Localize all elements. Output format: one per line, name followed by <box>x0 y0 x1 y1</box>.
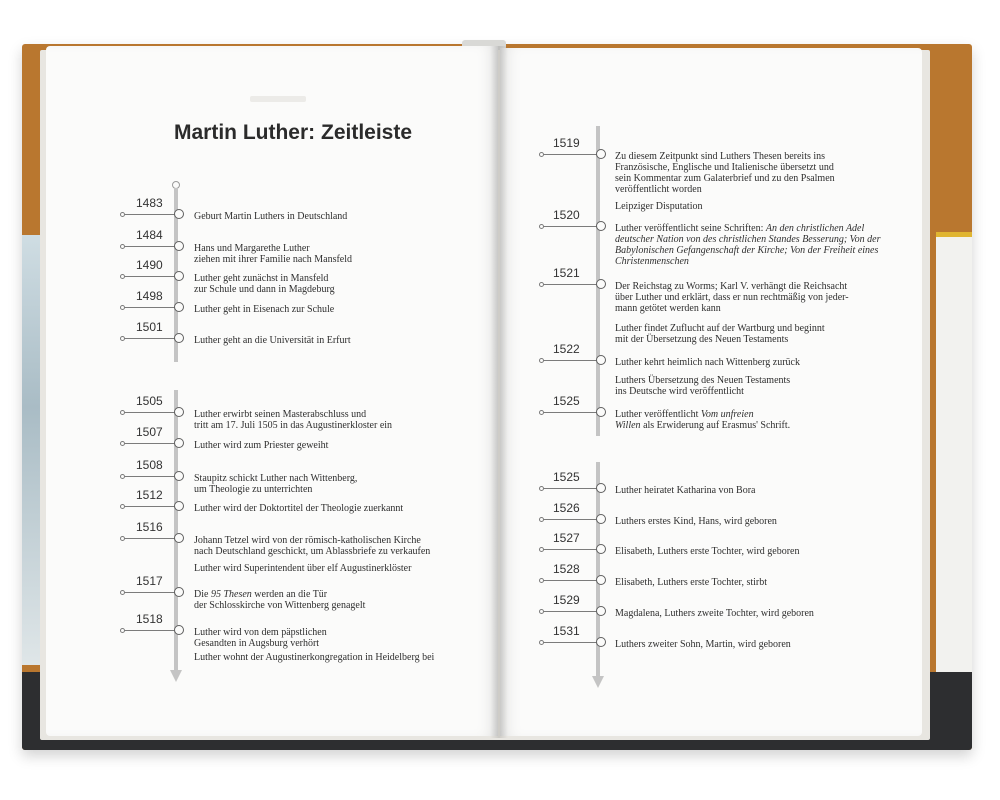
event-description: Elisabeth, Luthers erste Tochter, stirbt <box>615 577 768 588</box>
event-year: 1516 <box>136 520 163 534</box>
event-year: 1531 <box>553 624 580 638</box>
event-text: Die <box>194 589 211 600</box>
year-connector <box>124 246 178 247</box>
event-year: 1529 <box>553 593 580 607</box>
timeline-node <box>174 271 184 281</box>
timeline-node <box>596 279 606 289</box>
event-description: Hans und Margarethe Luther ziehen mit ihrer Familie nach Mansfeld <box>194 243 353 265</box>
year-connector <box>543 488 600 489</box>
timeline-node <box>174 625 184 635</box>
timeline-node <box>174 438 184 448</box>
timeline-node <box>174 533 184 543</box>
event-year: 1522 <box>553 342 580 356</box>
event-year: 1512 <box>136 488 163 502</box>
event-year: 1498 <box>136 289 163 303</box>
timeline-node <box>174 209 184 219</box>
event-italic-title: 95 Thesen <box>210 589 252 600</box>
event-italic-title: An den christlichen Adel deutscher Nation von des christlichen Standes Besserung; Von der Babylonischen Gefangenschaft der Kirche; Von der Freiheit eines Christenmenschen <box>615 223 881 267</box>
event-description: Luther wird der Doktortitel der Theologie zuerkannt <box>194 503 404 514</box>
cover-yellow-stripe <box>936 232 972 237</box>
timeline-node <box>174 471 184 481</box>
event-description: Luther geht zunächst in Mansfeld zur Schule und dann in Magdeburg <box>194 273 335 295</box>
year-connector <box>543 226 600 227</box>
timeline-node <box>174 587 184 597</box>
event-year: 1528 <box>553 562 580 576</box>
event-description: Johann Tetzel wird von der römisch-katholischen Kirche nach Deutschland geschickt, um Ablassbriefe zu verkaufen <box>194 535 431 557</box>
event-text: werden an die Tür der Schlosskirche von Wittenberg genagelt <box>194 589 366 611</box>
event-year: 1484 <box>136 228 163 242</box>
timeline-node <box>596 355 606 365</box>
timeline-node <box>596 407 606 417</box>
timeline-node <box>174 333 184 343</box>
event-description: Luther wird von dem päpstlichen Gesandten in Augsburg verhört <box>194 627 327 649</box>
year-connector <box>543 519 600 520</box>
event-description: Luther wird zum Priester geweiht <box>194 440 329 451</box>
year-connector <box>543 412 600 413</box>
event-text: als Erwiderung auf Erasmus' Schrift. <box>640 420 791 431</box>
event-year: 1527 <box>553 531 580 545</box>
year-connector <box>124 443 178 444</box>
event-description: Geburt Martin Luthers in Deutschland <box>194 211 348 222</box>
timeline-node <box>596 221 606 231</box>
timeline-node <box>174 501 184 511</box>
event-description: Luther geht an die Universität in Erfurt <box>194 335 351 346</box>
event-year: 1508 <box>136 458 163 472</box>
year-connector <box>543 360 600 361</box>
timeline-node <box>596 483 606 493</box>
timeline-node <box>174 302 184 312</box>
event-description: Luther erwirbt seinen Masterabschluss und tritt am 17. Juli 1505 in das Augustinerkloster ein <box>194 409 393 431</box>
event-description: Luther wird Superintendent über elf Augustinerklöster <box>194 563 412 574</box>
timeline-node <box>596 637 606 647</box>
event-description: Luthers Übersetzung des Neuen Testaments ins Deutsche wird veröffentlicht <box>615 375 791 397</box>
page-title: Martin Luther: Zeitleiste <box>174 121 413 144</box>
event-description: Luther findet Zuflucht auf der Wartburg und beginnt mit der Übersetzung des Neuen Testaments <box>615 323 825 345</box>
year-connector <box>124 476 178 477</box>
year-connector <box>543 284 600 285</box>
event-text: Luther veröffentlicht <box>615 409 701 420</box>
event-year: 1490 <box>136 258 163 272</box>
event-description: Luthers zweiter Sohn, Martin, wird geboren <box>615 639 791 650</box>
timeline-node <box>596 606 606 616</box>
event-text: Luther veröffentlicht seine Schriften: <box>615 223 766 234</box>
event-year: 1525 <box>553 470 580 484</box>
year-connector <box>124 214 178 215</box>
event-year: 1518 <box>136 612 163 626</box>
event-year: 1483 <box>136 196 163 210</box>
cover-white-panel <box>936 234 972 674</box>
event-description <box>615 409 790 431</box>
timeline-node <box>174 241 184 251</box>
timeline-node <box>596 575 606 585</box>
timeline-node <box>596 544 606 554</box>
year-connector <box>124 338 178 339</box>
event-description <box>615 223 881 267</box>
event-description: Luther heiratet Katharina von Bora <box>615 485 756 496</box>
event-description: Leipziger Disputation <box>615 201 703 212</box>
year-connector <box>124 506 178 507</box>
event-year: 1517 <box>136 574 163 588</box>
year-connector <box>543 549 600 550</box>
event-description: Luther geht in Eisenach zur Schule <box>194 304 335 315</box>
event-description <box>194 589 365 611</box>
timeline-arrow <box>592 676 604 688</box>
timeline-arrow <box>170 670 182 682</box>
event-year: 1525 <box>553 394 580 408</box>
event-description: Der Reichstag zu Worms; Karl V. verhängt die Reichsacht über Luther und erklärt, dass er nun rechtmäßig von jeder- mann getötet werden kann <box>615 281 849 314</box>
event-description: Zu diesem Zeitpunkt sind Luthers Thesen bereits ins Französische, Englische und Italienische übersetzt und sein Kommentar zum Galaterbrief und zu den Psalmen veröffentlicht worden <box>615 151 835 195</box>
year-connector <box>543 154 600 155</box>
spine-shadow <box>490 46 508 738</box>
event-description: Elisabeth, Luthers erste Tochter, wird geboren <box>615 546 800 557</box>
year-connector <box>124 630 178 631</box>
timeline-node <box>596 149 606 159</box>
event-year: 1521 <box>553 266 580 280</box>
event-year: 1501 <box>136 320 163 334</box>
event-year: 1519 <box>553 136 580 150</box>
year-connector <box>543 611 600 612</box>
year-connector <box>124 307 178 308</box>
timeline-node <box>596 514 606 524</box>
event-year: 1520 <box>553 208 580 222</box>
year-connector <box>543 580 600 581</box>
event-year: 1505 <box>136 394 163 408</box>
event-year: 1526 <box>553 501 580 515</box>
event-year: 1507 <box>136 425 163 439</box>
timeline-node <box>174 407 184 417</box>
event-description: Luthers erstes Kind, Hans, wird geboren <box>615 516 777 527</box>
year-connector <box>124 412 178 413</box>
event-description: Staupitz schickt Luther nach Wittenberg, um Theologie zu unterrichten <box>194 473 358 495</box>
event-description: Luther wohnt der Augustinerkongregation in Heidelberg bei <box>194 652 435 663</box>
year-connector <box>124 276 178 277</box>
year-connector <box>124 592 178 593</box>
event-italic-title: Vom unfreien Willen <box>615 409 754 431</box>
year-connector <box>124 538 178 539</box>
event-description: Luther kehrt heimlich nach Wittenberg zurück <box>615 357 800 368</box>
bleed-through-text <box>250 96 306 102</box>
event-description: Magdalena, Luthers zweite Tochter, wird geboren <box>615 608 814 619</box>
year-connector <box>543 642 600 643</box>
